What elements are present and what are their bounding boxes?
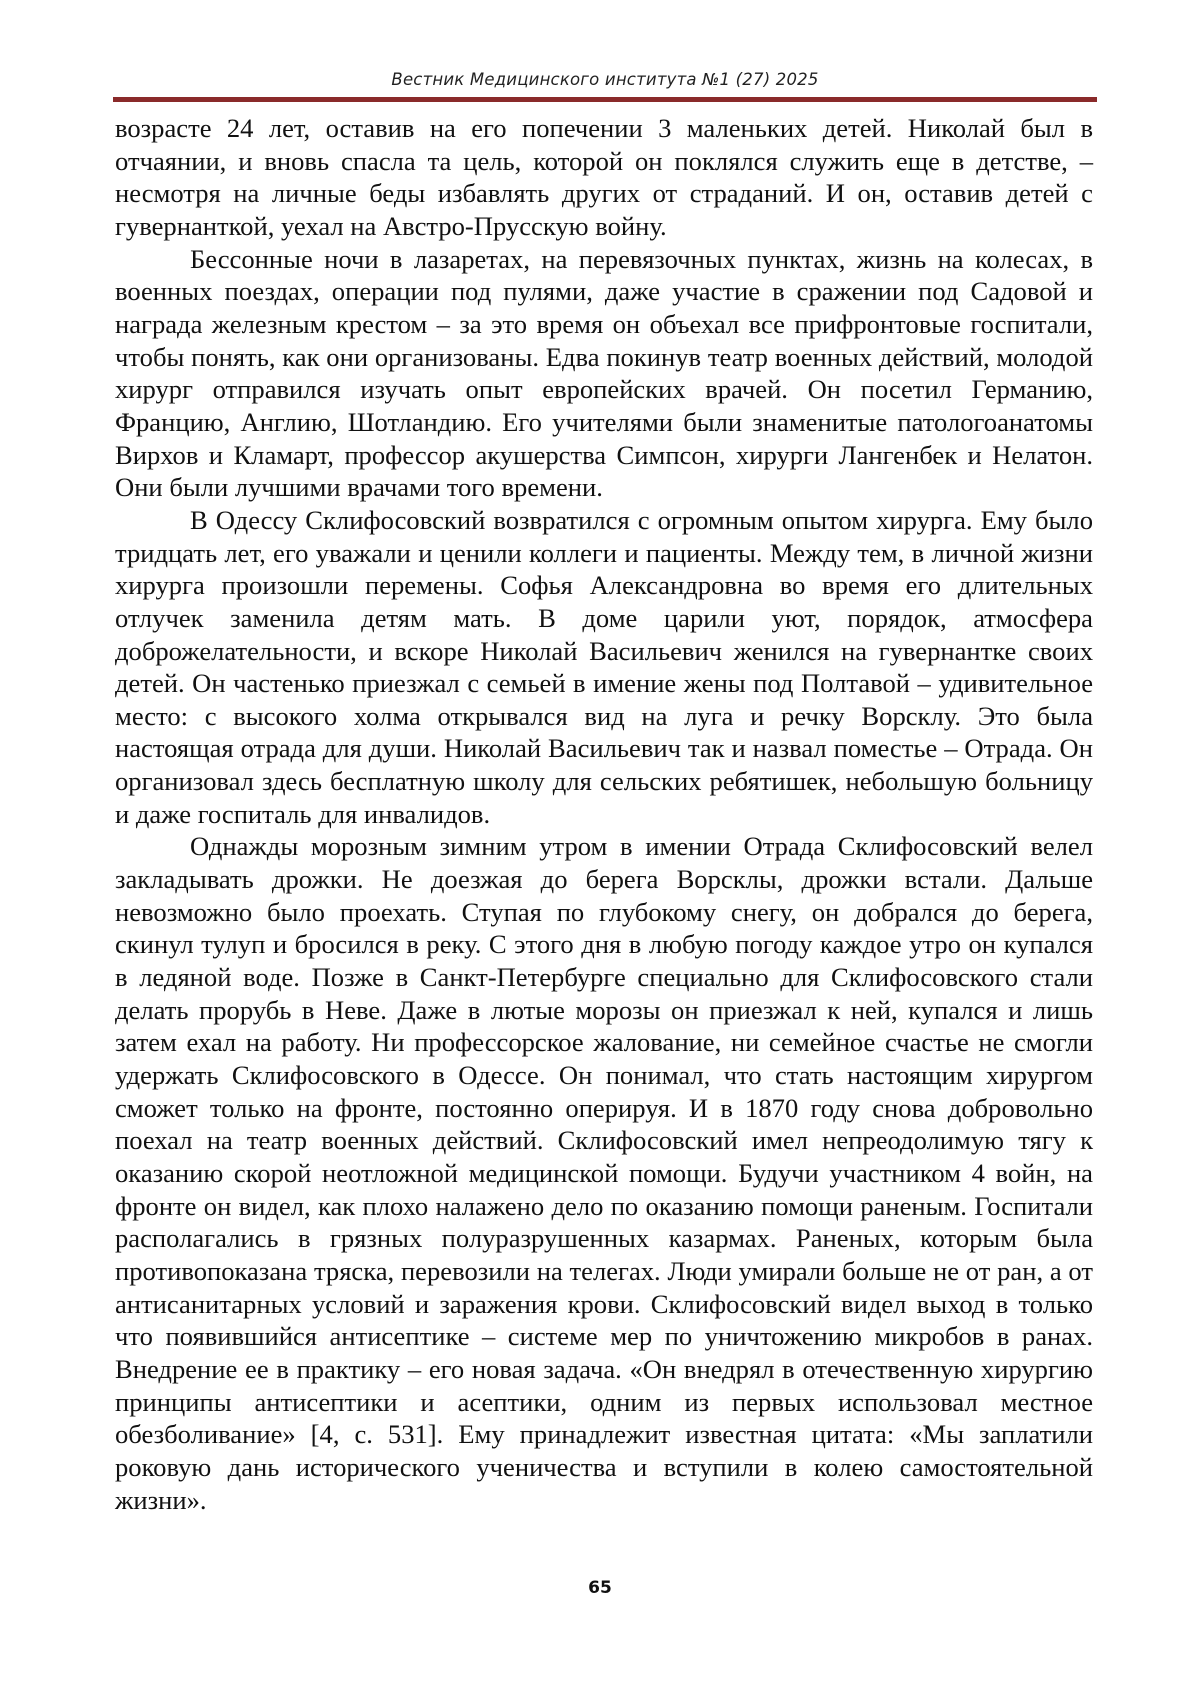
page-number: 65 — [0, 1578, 1200, 1598]
header-rule — [113, 97, 1097, 102]
paragraph: Однажды морозным зимним утром в имении Отрада Склифосовский велел закладывать дрожки. Не доезжая до берега Ворсклы, дрожки встали. Дальше невозможно было проехать. Ступая по глубокому снегу, он добрался до берега, скинул тулуп и бросился в реку. С этого дня в любую погоду каждое утро он купался в ледяной воде. Позже в Санкт-Петербурге специально для Склифосовского стали делать прорубь в Неве. Даже в лютые морозы он приезжал к ней, купался и лишь затем ехал на работу. Ни профессорское жалование, ни семейное счастье не смогли удержать Склифосовского в Одессе. Он понимал, что стать настоящим хирургом сможет только на фронте, постоянно оперируя. И в 1870 году снова добровольно поехал на театр военных действий. Склифосовский имел непреодолимую тягу к оказанию скорой неотложной медицинской помощи. Будучи участником 4 войн, на фронте он видел, как плохо налажено дело по оказанию помощи раненым. Госпитали располагались в грязных полуразрушенных казармах. Раненых, которым была противопоказана тряска, перевозили на телегах. Люди умирали больше не от ран, а от антисанитарных условий и заражения крови. Склифосовский видел выход в только что появившийся антисептике – системе мер по уничтожению микробов в ранах. Внедрение ее в практику – его новая задача. «Он внедрял в отечественную хирургию принципы антисептики и асептики, одним из первых использовал местное обезболивание» [4, с. 531]. Ему принадлежит известная цитата: «Мы заплатили роковую дань исторического ученичества и вступили в колею самостоятельной жизни». — [115, 830, 1093, 1516]
running-header: Вестник Медицинского института №1 (27) 2025 — [113, 70, 1097, 89]
paragraph: В Одессу Склифосовский возвратился с огромным опытом хирурга. Ему было тридцать лет, его уважали и ценили коллеги и пациенты. Между тем, в личной жизни хирурга произошли перемены. Софья Александровна во время его длительных отлучек заменила детям мать. В доме царили уют, порядок, атмосфера доброжелательности, и вскоре Николай Васильевич женился на гувернантке своих детей. Он частенько приезжал с семьей в имение жены под Полтавой – удивительное место: с высокого холма открывался вид на луга и речку Ворсклу. Это была настоящая отрада для души. Николай Васильевич так и назвал поместье – Отрада. Он организовал здесь бесплатную школу для сельских ребятишек, небольшую больницу и даже госпиталь для инвалидов. — [115, 504, 1093, 831]
article-body — [115, 112, 1093, 1516]
paragraph: возрасте 24 лет, оставив на его попечении 3 маленьких детей. Николай был в отчаянии, и вновь спасла та цель, которой он поклялся служить еще в детстве, – несмотря на личные беды избавлять других от страданий. И он, оставив детей с гувернанткой, уехал на Австро-Прусскую войну. — [115, 112, 1093, 243]
paragraph: Бессонные ночи в лазаретах, на перевязочных пунктах, жизнь на колесах, в военных поездах, операции под пулями, даже участие в сражении под Садовой и награда железным крестом – за это время он объехал все прифронтовые госпитали, чтобы понять, как они организованы. Едва покинув театр военных действий, молодой хирург отправился изучать опыт европейских врачей. Он посетил Германию, Францию, Англию, Шотландию. Его учителями были знаменитые патологоанатомы Вирхов и Кламарт, профессор акушерства Симпсон, хирурги Лангенбек и Нелатон. Они были лучшими врачами того времени. — [115, 243, 1093, 504]
document-page — [0, 0, 1200, 1697]
